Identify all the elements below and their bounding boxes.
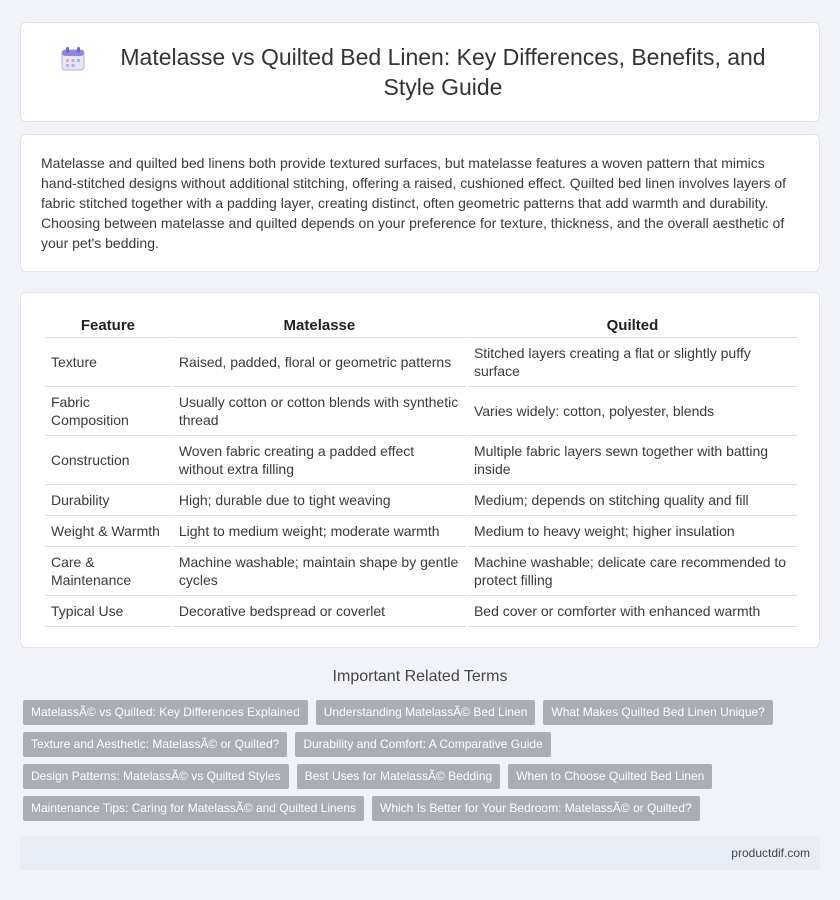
header-card (20, 22, 820, 122)
table-row (45, 596, 797, 627)
table-cell-feature: Texture (45, 338, 171, 387)
table-row (45, 387, 797, 436)
table-cell-feature: Weight & Warmth (45, 516, 171, 547)
table-cell-feature: Construction (45, 436, 171, 485)
table-header-row (45, 313, 797, 338)
table-cell-quilted: Medium to heavy weight; higher insulation (468, 516, 797, 547)
tag-row (23, 796, 823, 821)
table-row (45, 485, 797, 516)
related-term-tag[interactable]: When to Choose Quilted Bed Linen (508, 764, 712, 789)
related-term-tag[interactable]: Best Uses for MatelassÃ© Bedding (297, 764, 501, 789)
table-row (45, 516, 797, 547)
table-header-matelasse: Matelasse (173, 313, 466, 338)
table-cell-feature: Care & Maintenance (45, 547, 171, 596)
related-term-tag[interactable]: Understanding MatelassÃ© Bed Linen (316, 700, 536, 725)
table-cell-quilted: Medium; depends on stitching quality and fill (468, 485, 797, 516)
related-terms-title: Important Related Terms (332, 668, 508, 685)
comparison-table-card (20, 292, 820, 648)
table-cell-matelasse: Light to medium weight; moderate warmth (173, 516, 466, 547)
table-cell-feature: Fabric Composition (45, 387, 171, 436)
table-cell-matelasse: Machine washable; maintain shape by gentle cycles (173, 547, 466, 596)
related-term-tag[interactable]: Texture and Aesthetic: MatelassÃ© or Quilted? (23, 732, 287, 757)
table-cell-feature: Durability (45, 485, 171, 516)
table-cell-quilted: Bed cover or comforter with enhanced warmth (468, 596, 797, 627)
intro-card (20, 134, 820, 272)
table-cell-matelasse: Usually cotton or cotton blends with synthetic thread (173, 387, 466, 436)
table-cell-matelasse: Raised, padded, floral or geometric patterns (173, 338, 466, 387)
related-term-tag[interactable]: Maintenance Tips: Caring for MatelassÃ© and Quilted Linens (23, 796, 364, 821)
table-cell-quilted: Varies widely: cotton, polyester, blends (468, 387, 797, 436)
calendar-icon (60, 46, 86, 72)
page-title: Matelasse vs Quilted Bed Linen: Key Differences, Benefits, and Style Guide (120, 44, 766, 100)
tag-row (23, 732, 823, 757)
footer-site-link[interactable]: productdif.com (731, 846, 810, 860)
related-term-tag[interactable]: What Makes Quilted Bed Linen Unique? (543, 700, 772, 725)
related-term-tag[interactable]: Which Is Better for Your Bedroom: MatelassÃ© or Quilted? (372, 796, 700, 821)
related-terms-list (23, 700, 823, 828)
table-cell-quilted: Stitched layers creating a flat or slightly puffy surface (468, 338, 797, 387)
table-cell-feature: Typical Use (45, 596, 171, 627)
related-term-tag[interactable]: MatelassÃ© vs Quilted: Key Differences Explained (23, 700, 308, 725)
comparison-table (43, 313, 799, 627)
table-cell-matelasse: High; durable due to tight weaving (173, 485, 466, 516)
tag-row (23, 700, 823, 725)
related-term-tag[interactable]: Durability and Comfort: A Comparative Guide (295, 732, 550, 757)
title-wrap (60, 42, 780, 102)
tag-row (23, 764, 823, 789)
intro-text: Matelasse and quilted bed linens both provide textured surfaces, but matelasse features a woven pattern that mimics hand-stitched designs without additional stitching, offering a raised, cushioned effect. Quilted bed linen involves layers of fabric stitched together with a padding layer, creating distinct, often geometric patterns that add warmth and durability. Choosing between matelasse and quilted depends on your preference for texture, thickness, and the overall aesthetic of your pet's bedding. (41, 155, 787, 251)
table-row (45, 547, 797, 596)
table-header-feature: Feature (45, 313, 171, 338)
table-cell-matelasse: Decorative bedspread or coverlet (173, 596, 466, 627)
table-row (45, 338, 797, 387)
footer (20, 836, 820, 870)
related-term-tag[interactable]: Design Patterns: MatelassÃ© vs Quilted Styles (23, 764, 289, 789)
table-row (45, 436, 797, 485)
table-cell-quilted: Machine washable; delicate care recommended to protect filling (468, 547, 797, 596)
table-cell-matelasse: Woven fabric creating a padded effect without extra filling (173, 436, 466, 485)
table-cell-quilted: Multiple fabric layers sewn together with batting inside (468, 436, 797, 485)
table-header-quilted: Quilted (468, 313, 797, 338)
